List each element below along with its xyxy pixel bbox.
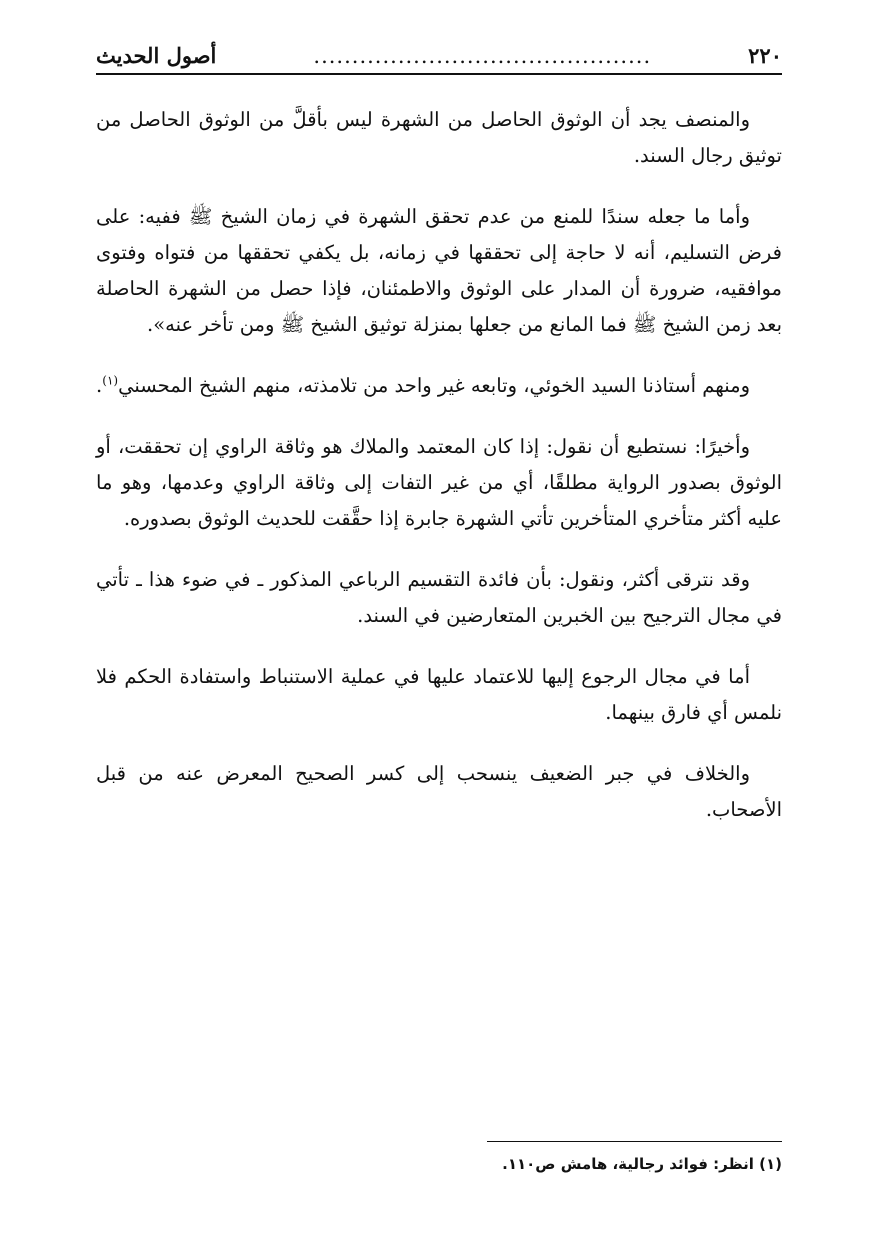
paragraph-1: والمنصف يجد أن الوثوق الحاصل من الشهرة ليس بأقلَّ من الوثوق الحاصل من توثيق رجال السند.	[96, 108, 782, 167]
page-header	[96, 36, 782, 70]
paragraph-3-end: .	[96, 374, 103, 397]
footnote: (١) انظر: فوائد رجالية، هامش ص١١٠.	[502, 1155, 782, 1173]
body-text	[96, 102, 782, 853]
header-rule	[96, 73, 782, 75]
paragraph-with-footnote	[96, 368, 782, 404]
paragraph-2: وأما ما جعله سندًا للمنع من عدم تحقق الشهرة في زمان الشيخ ﷺ ففيه: على فرض التسليم، أنه لا حاجة إلى تحققها في زمانه، بل يكفي تحققها من فتواه وفتوى موافقيه، ضرورة أن المدار على الوثوق والاطمئنان، فإذا حصل من الشهرة الحاصلة بعد زمن الشيخ ﷺ فما المانع من جعلها بمنزلة توثيق الشيخ ﷺ ومن تأخر عنه».	[96, 205, 782, 336]
footnote-rule	[487, 1141, 782, 1142]
paragraph-6: أما في مجال الرجوع إليها للاعتماد عليها في عملية الاستنباط واستفادة الحكم فلا نلمس أي فارق بينهما.	[96, 665, 782, 724]
header-dot-leader: ............................................	[313, 44, 652, 68]
footnote-marker[interactable]: (١)	[102, 373, 119, 388]
paragraph-7: والخلاف في جبر الضعيف ينسحب إلى كسر الصحيح المعرض عنه من قبل الأصحاب.	[96, 762, 782, 821]
paragraph-5: وقد نترقى أكثر، ونقول: بأن فائدة التقسيم الرباعي المذكور ـ في ضوء هذا ـ تأتي في مجال الترجيح بين الخبرين المتعارضين في السند.	[96, 568, 782, 627]
paragraph-3-text: ومنهم أستاذنا السيد الخوئي، وتابعه غير واحد من تلامذته، منهم الشيخ المحسني	[118, 374, 750, 397]
running-title: أصول الحديث	[96, 43, 217, 68]
page-number: ٢٢٠	[748, 43, 782, 68]
paragraph-4: وأخيرًا: نستطيع أن نقول: إذا كان المعتمد والملاك هو وثاقة الراوي إن تحققت، أو الوثوق بصدور الرواية مطلقًا، أي من غير التفات إلى وثاقة الراوي وعدمها، وهو ما عليه أكثر متأخري المتأخرين تأتي الشهرة جابرة إذا حقَّقت للحديث الوثوق بصدوره.	[96, 435, 782, 530]
